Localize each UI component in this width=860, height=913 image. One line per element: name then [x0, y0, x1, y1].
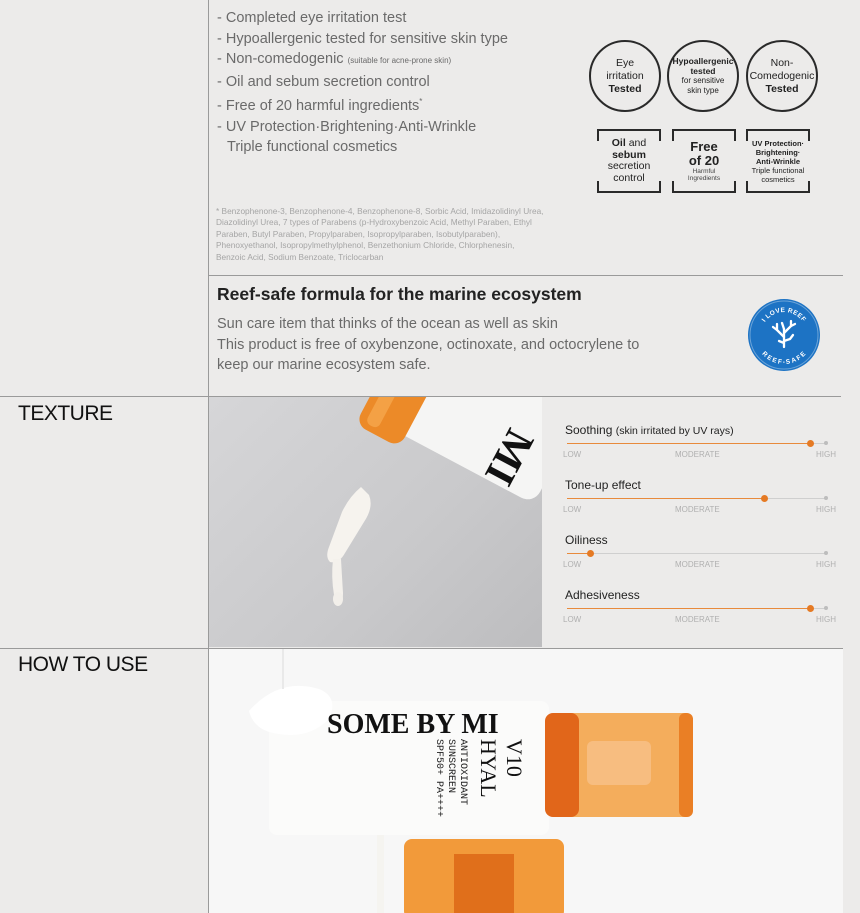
slider-tone-up-end [824, 496, 828, 500]
texture-heading: TEXTURE [18, 402, 113, 425]
badge-uv-l4: Triple functional [751, 165, 805, 175]
slider-soothing-note: (skin irritated by UV rays) [615, 425, 734, 437]
badge-noncom-l2: Comedogenic [749, 69, 815, 82]
slider-tone-up-fill [567, 498, 764, 499]
badge-oil-l1b: and [625, 137, 647, 149]
badge-hypo-l3: for sensitive [681, 76, 725, 85]
ingredients-footnote: * Benzophenone-3, Benzophenone-4, Benzophenone-8, Sorbic Acid, Imidazolidinyl Urea, Diazolidinyl Urea, 7 types of Parabens (p-Hydroxybenzoic Acid, Methyl Paraben, Ethyl Paraben, Butyl Paraben, Propylparaben, Isopropylparaben, Isobutylparaben), Phenoxyethanol, Isopropylmethylphenol, Benzethonium Chloride, Chlorphenesin, Benzoic Acid, Sodium Benzoate, Triclocarban [216, 206, 544, 262]
slider-adhesiveness [563, 588, 836, 634]
slider-soothing-end [824, 441, 828, 445]
claim-non-comedogenic-text: - Non-comedogenic [217, 51, 344, 68]
slider-adhesiveness-track [567, 608, 826, 609]
badge-uv-l3: Anti-Wrinkle [755, 156, 801, 166]
badge-hypo-l2: tested [690, 66, 716, 76]
slider-tone-up-marker [761, 495, 768, 502]
slider-adhesiveness-label: Adhesiveness [565, 588, 640, 602]
reef-badge-top-text: I LOVE REEF [760, 306, 808, 324]
claim-oil-sebum: - Oil and sebum secretion control [217, 73, 430, 90]
slider-soothing-fill [567, 443, 810, 444]
claims-list [217, 8, 587, 158]
scale-low: LOW [563, 560, 582, 569]
scale-high: HIGH [816, 615, 836, 624]
badge-free-l1: Free [690, 139, 718, 154]
slider-oiliness-end [824, 551, 828, 555]
how-to-use-product-graphic [209, 649, 843, 913]
badge-oil-l4: control [613, 171, 645, 184]
badge-eye-irritation [589, 40, 661, 112]
svg-text:REEF-SAFE [760, 350, 807, 366]
badge-oil-sebum [597, 129, 661, 193]
scale-moderate: MODERATE [675, 615, 720, 624]
claim-triple-function: - UV Protection·Brightening·Anti-Wrinkle [217, 118, 477, 135]
reef-badge-bottom-text: REEF-SAFE [760, 350, 808, 366]
texture-product-image [209, 397, 542, 647]
slider-tone-up [563, 478, 836, 524]
claim-eye: - Completed eye irritation test [217, 10, 407, 26]
reef-description [217, 314, 677, 376]
badge-noncom-l1: Non- [770, 56, 794, 69]
claim-triple-function-cont: Triple functional cosmetics [227, 139, 398, 156]
badge-free-l2: of 20 [688, 153, 720, 168]
badge-hypo-l4: skin type [687, 86, 719, 95]
slider-soothing [563, 423, 836, 469]
bottle-line-2: HYAL [476, 739, 501, 798]
reef-title: Reef-safe formula for the marine ecosystem [217, 284, 582, 304]
badge-oil-l1 [612, 138, 646, 150]
reef-safe-badge [748, 299, 820, 371]
scale-moderate: MODERATE [675, 560, 720, 569]
claim-free-of-20-text: - Free of 20 harmful ingredients [217, 98, 420, 115]
slider-soothing-title: Soothing [565, 423, 613, 437]
reef-line-1: Sun care item that thinks of the ocean as well as skin [217, 316, 558, 332]
bottle-line-3: ANTIOXIDANT [457, 739, 468, 806]
slider-adhesiveness-end [824, 606, 828, 610]
reef-line-2: This product is free of oxybenzone, octinoxate, and octocrylene to [217, 336, 640, 353]
claim-free-of-20 [217, 92, 587, 116]
badge-oil-l3: secretion [607, 160, 651, 172]
reef-badge-graphic [748, 299, 820, 371]
scale-high: HIGH [816, 450, 836, 459]
how-to-use-heading: HOW TO USE [18, 653, 148, 676]
scale-moderate: MODERATE [675, 450, 720, 459]
claim-non-comedogenic [217, 49, 587, 72]
slider-soothing-label [565, 423, 734, 437]
scale-low: LOW [563, 450, 582, 459]
slider-oiliness-track [567, 553, 826, 554]
slider-oiliness [563, 533, 836, 579]
svg-text:I LOVE REEF [761, 307, 807, 324]
slider-adhesiveness-fill [567, 608, 810, 609]
badge-hypoallergenic [667, 40, 739, 112]
slider-soothing-track [567, 443, 826, 444]
badge-free-l3: Harmful [692, 168, 716, 175]
slider-oiliness-label: Oiliness [565, 533, 608, 547]
badge-eye-l2: irritation [606, 69, 644, 82]
badge-hypo-l1: Hypoallergenic [672, 56, 734, 66]
badge-uv-triple [746, 129, 810, 193]
bottle-brand-text: SOME BY MI [327, 709, 499, 740]
badge-uv-l2: Brightening· [755, 147, 801, 157]
slider-adhesiveness-marker [807, 605, 814, 612]
badge-free-l4: Ingredients [687, 175, 721, 182]
badge-uv-l1: UV Protection· [751, 138, 805, 148]
claim-hypoallergenic: - Hypoallergenic tested for sensitive skin type [217, 30, 508, 47]
badge-eye-l1: Eye [615, 56, 635, 69]
scale-low: LOW [563, 615, 582, 624]
bottle-line-5: SPF50+ PA++++ [433, 739, 444, 818]
badge-oil-l2: sebum [612, 148, 646, 161]
divider-reef-top [209, 275, 843, 276]
bottle-line-1: V10 [502, 739, 527, 777]
scale-low: LOW [563, 505, 582, 514]
slider-soothing-marker [807, 440, 814, 447]
badge-uv-l5: cosmetics [761, 174, 795, 184]
slider-tone-up-label: Tone-up effect [565, 478, 641, 492]
texture-product-graphic [209, 397, 542, 647]
scale-moderate: MODERATE [675, 505, 720, 514]
scale-high: HIGH [816, 560, 836, 569]
reef-line-3: keep our marine ecosystem safe. [217, 357, 431, 374]
svg-text:MI: MI [475, 421, 542, 493]
badge-free-of-20 [672, 129, 736, 193]
slider-oiliness-marker [587, 550, 594, 557]
scale-high: HIGH [816, 505, 836, 514]
slider-tone-up-track [567, 498, 826, 499]
claim-footnote-mark: * [419, 97, 423, 107]
bottle-line-4: SUNSCREEN [445, 739, 456, 794]
badge-oil-l1a: Oil [611, 137, 626, 149]
claim-non-comedogenic-note: (suitable for acne-prone skin) [347, 56, 452, 66]
badge-noncom-l3: Tested [765, 82, 799, 95]
badge-non-comedogenic [746, 40, 818, 112]
badge-eye-l3: Tested [608, 82, 642, 95]
coral-icon [773, 321, 795, 347]
how-to-use-product-image [209, 649, 843, 913]
